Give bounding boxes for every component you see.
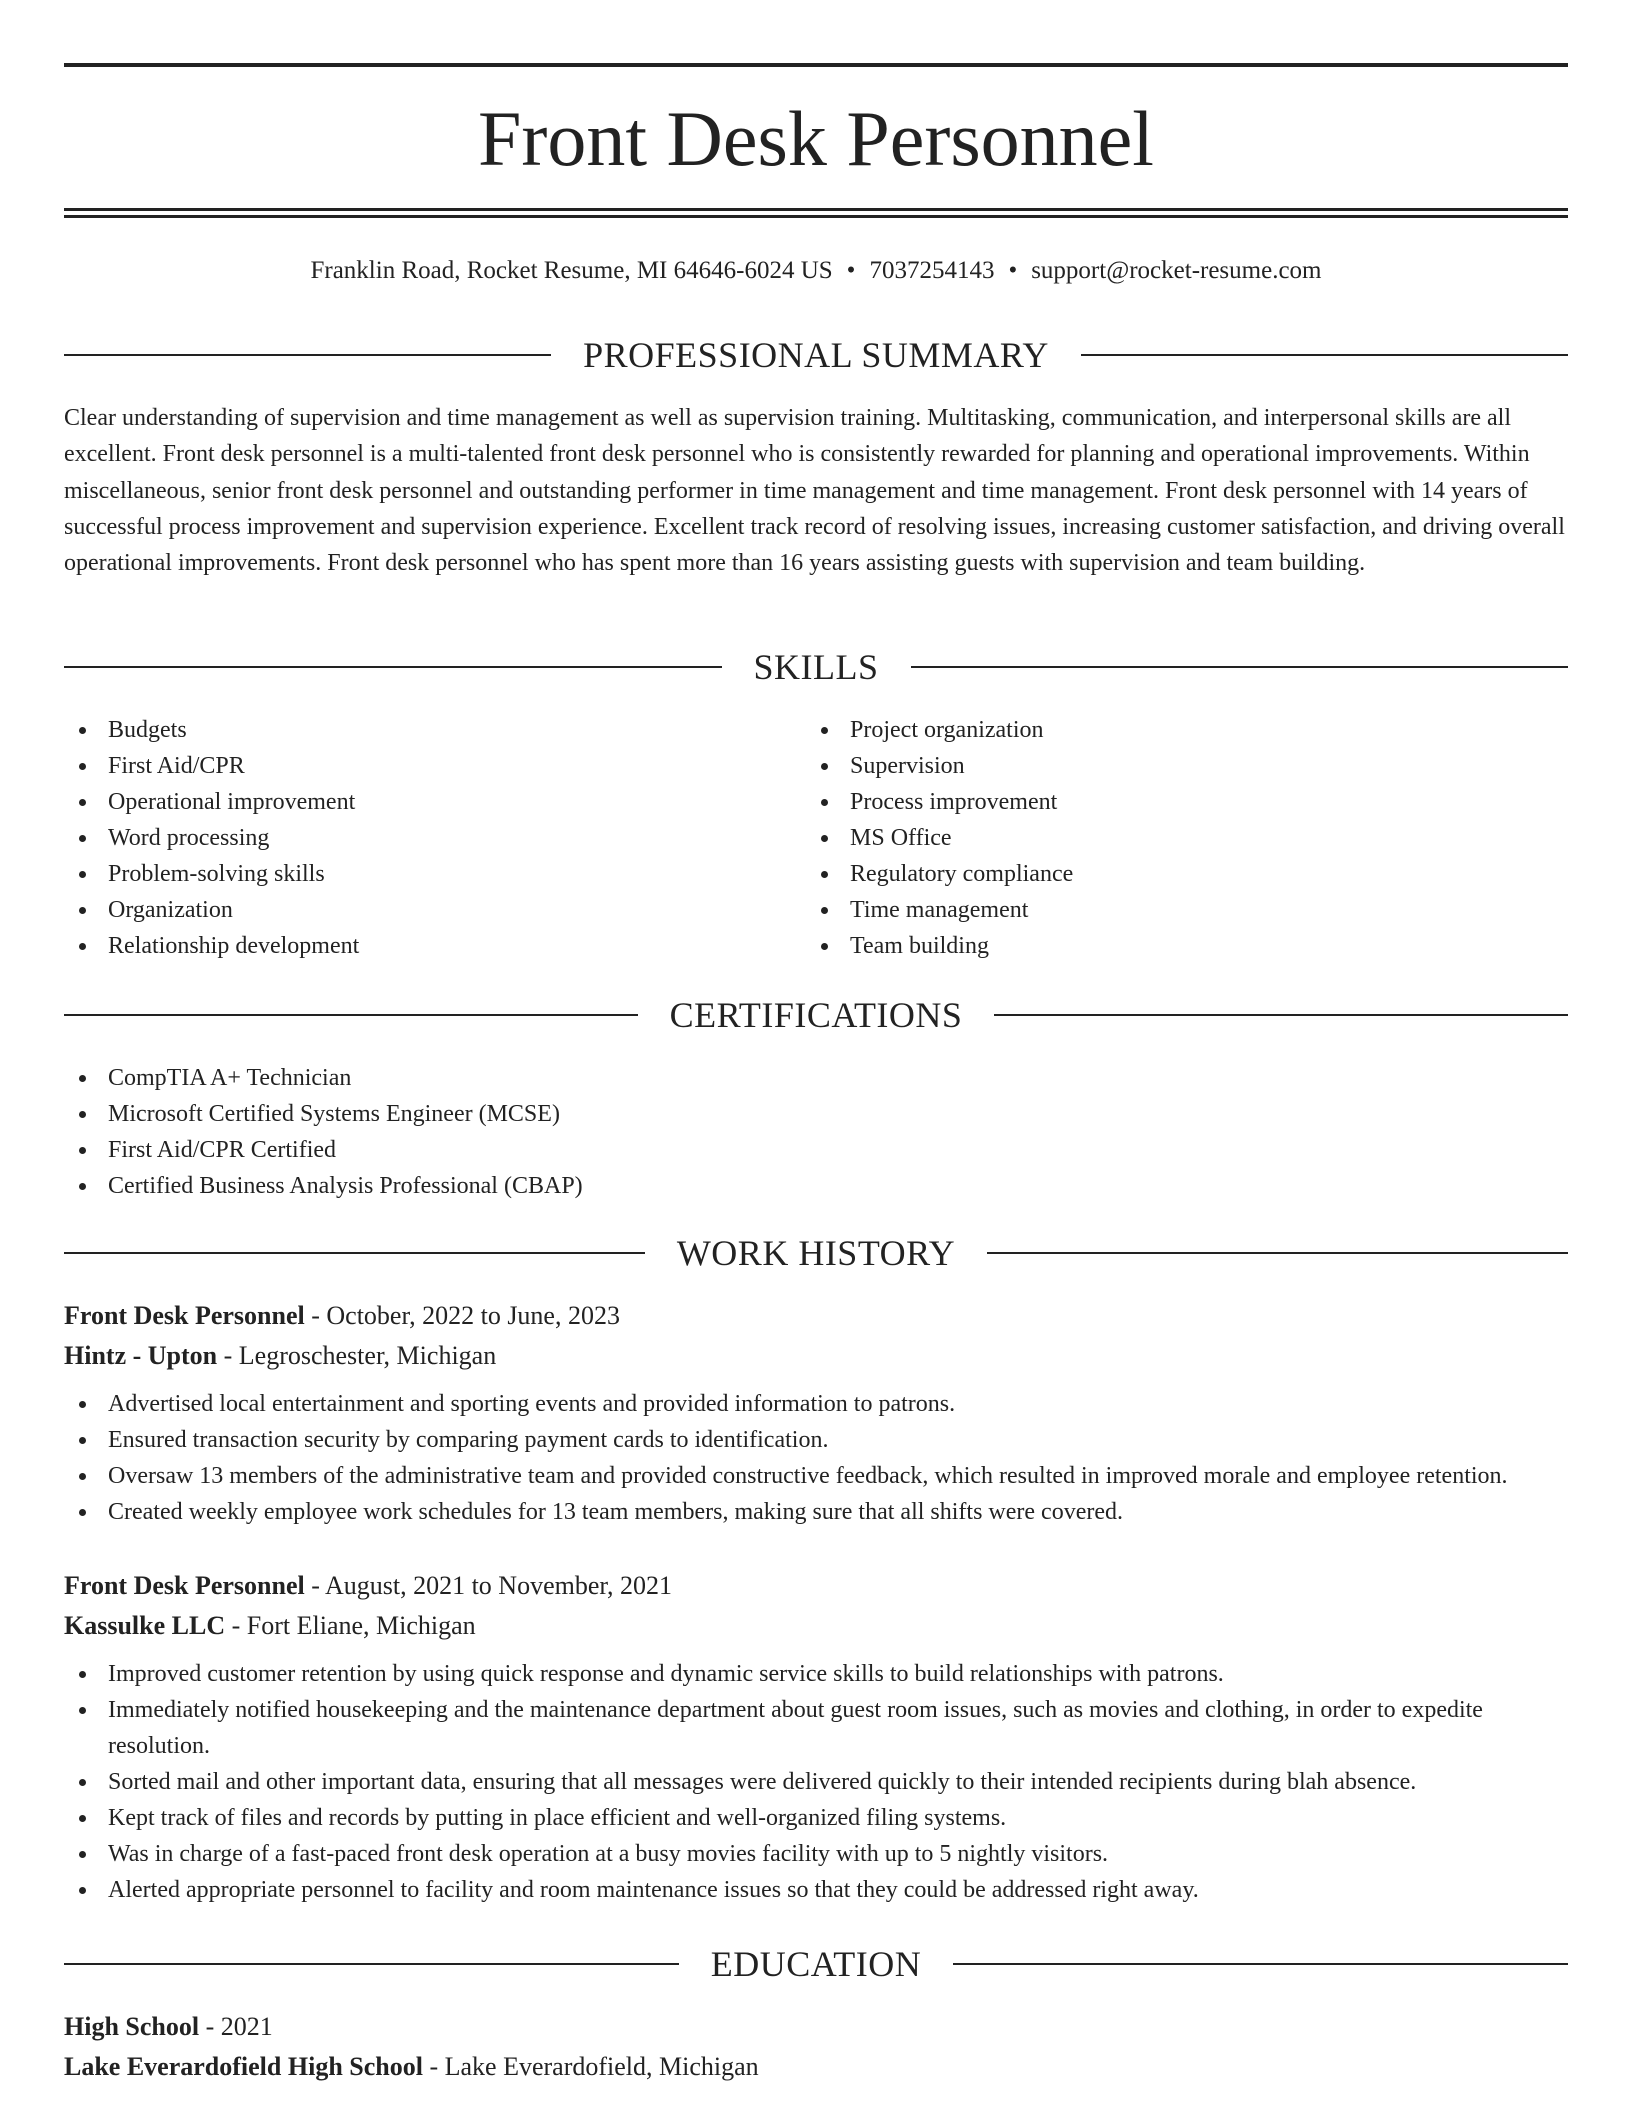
summary-section-heading — [64, 333, 1568, 377]
job-title-line — [64, 1566, 1574, 1606]
skill-item: Team building — [806, 928, 1566, 964]
education-school-line — [64, 2047, 1568, 2087]
certification-item: Certified Business Analysis Professional (CBAP) — [64, 1168, 1568, 1204]
skill-item: Time management — [806, 892, 1566, 928]
summary-text: Clear understanding of supervision and time management as well as supervision training. Multitasking, communication, and interpersonal skills are all excellent. Front desk personnel is a multi-talented front desk personnel who is consistently rewarded for planning and operational improvements. Within miscellaneous, senior front desk personnel and outstanding performer in time management and time management. Front desk personnel with 14 years of successful process improvement and supervision experience. Excellent track record of resolving issues, increasing customer satisfaction, and driving overall operational improvements. Front desk personnel who has spent more than 16 years assisting guests with supervision and team building. — [64, 405, 1565, 577]
skill-item: Project organization — [806, 712, 1566, 748]
certifications-list — [64, 1060, 1568, 1204]
job-location: - Legroschester, Michigan — [217, 1341, 497, 1370]
job-dates: - August, 2021 to November, 2021 — [304, 1571, 672, 1600]
education-section-heading — [64, 1942, 1568, 1986]
job-bullet: Improved customer retention by using quick response and dynamic service skills to build relationships with patrons. — [64, 1656, 1574, 1692]
skill-item: Word processing — [64, 820, 804, 856]
job-title-line — [64, 1296, 1574, 1336]
job-bullets — [64, 1656, 1574, 1908]
heading-rule — [64, 666, 722, 668]
job-bullets — [64, 1386, 1574, 1530]
skill-item: Organization — [64, 892, 804, 928]
job-title: Front Desk Personnel — [64, 1301, 305, 1330]
job-company: Hintz - Upton — [64, 1341, 218, 1370]
education-heading: EDUCATION — [710, 1944, 922, 1984]
heading-rule — [911, 666, 1569, 668]
skill-item: Operational improvement — [64, 784, 804, 820]
contact-line — [64, 254, 1568, 288]
skills-list-right — [806, 712, 1566, 964]
work-history-section-heading — [64, 1231, 1568, 1275]
job-location: - Fort Eliane, Michigan — [225, 1611, 476, 1640]
work-history-heading: WORK HISTORY — [676, 1233, 956, 1273]
job-bullet: Oversaw 13 members of the administrative team and provided constructive feedback, which resulted in improved morale and employee retention. — [64, 1458, 1574, 1494]
header-double-rule — [64, 208, 1568, 218]
certifications-section-heading — [64, 993, 1568, 1037]
contact-address: Franklin Road, Rocket Resume, MI 64646-6024 US — [310, 257, 833, 284]
job-bullet: Immediately notified housekeeping and the maintenance department about guest room issues, such as movies and clothing, in order to expedite resolution. — [64, 1692, 1574, 1764]
job-bullet: Alerted appropriate personnel to facility and room maintenance issues so that they could be addressed right away. — [64, 1872, 1574, 1908]
job-entry — [64, 1296, 1574, 1530]
certification-item: Microsoft Certified Systems Engineer (MCSE) — [64, 1096, 1568, 1132]
job-dates: - October, 2022 to June, 2023 — [304, 1301, 620, 1330]
heading-rule — [64, 354, 551, 356]
education-entry — [64, 2007, 1568, 2087]
heading-rule — [64, 1963, 679, 1965]
heading-rule — [987, 1252, 1568, 1254]
skill-item: First Aid/CPR — [64, 748, 804, 784]
education-year: - 2021 — [199, 2012, 273, 2041]
job-company: Kassulke LLC — [64, 1611, 226, 1640]
job-bullet: Sorted mail and other important data, ensuring that all messages were delivered quickly to their intended recipients during blah absence. — [64, 1764, 1574, 1800]
heading-rule — [953, 1963, 1568, 1965]
job-bullet: Advertised local entertainment and sporting events and provided information to patrons. — [64, 1386, 1574, 1422]
job-bullet: Created weekly employee work schedules for 13 team members, making sure that all shifts were covered. — [64, 1494, 1574, 1530]
job-company-line — [64, 1336, 1574, 1376]
contact-phone: 7037254143 — [869, 257, 995, 284]
skill-item: Regulatory compliance — [806, 856, 1566, 892]
job-company-line — [64, 1606, 1574, 1646]
heading-rule — [1081, 354, 1568, 356]
heading-rule — [64, 1252, 645, 1254]
summary-heading: PROFESSIONAL SUMMARY — [583, 335, 1049, 375]
contact-separator: • — [1008, 257, 1018, 284]
skills-section-heading — [64, 645, 1568, 689]
heading-rule — [64, 1014, 638, 1016]
education-degree-line — [64, 2007, 1568, 2047]
job-title: Front Desk Personnel — [64, 1571, 305, 1600]
education-degree: High School — [64, 2012, 200, 2041]
skill-item: Budgets — [64, 712, 804, 748]
education-school: Lake Everardofield High School — [64, 2052, 423, 2081]
skill-item: Problem-solving skills — [64, 856, 804, 892]
contact-separator: • — [846, 257, 856, 284]
heading-rule — [994, 1014, 1568, 1016]
skills-heading: SKILLS — [753, 647, 879, 687]
contact-email: support@rocket-resume.com — [1031, 257, 1322, 284]
skill-item: Process improvement — [806, 784, 1566, 820]
certification-item: CompTIA A+ Technician — [64, 1060, 1568, 1096]
skill-item: Supervision — [806, 748, 1566, 784]
header-top-rule — [64, 63, 1568, 67]
certifications-heading: CERTIFICATIONS — [669, 995, 963, 1035]
skill-item: MS Office — [806, 820, 1566, 856]
job-bullet: Was in charge of a fast-paced front desk operation at a busy movies facility with up to 5 nightly visitors. — [64, 1836, 1574, 1872]
certification-item: First Aid/CPR Certified — [64, 1132, 1568, 1168]
skill-item: Relationship development — [64, 928, 804, 964]
job-bullet: Kept track of files and records by putting in place efficient and well-organized filing systems. — [64, 1800, 1574, 1836]
job-entry — [64, 1566, 1574, 1908]
job-bullet: Ensured transaction security by comparing payment cards to identification. — [64, 1422, 1574, 1458]
candidate-name: Front Desk Personnel — [478, 95, 1154, 182]
education-location: - Lake Everardofield, Michigan — [422, 2052, 759, 2081]
skills-list-left — [64, 712, 804, 964]
